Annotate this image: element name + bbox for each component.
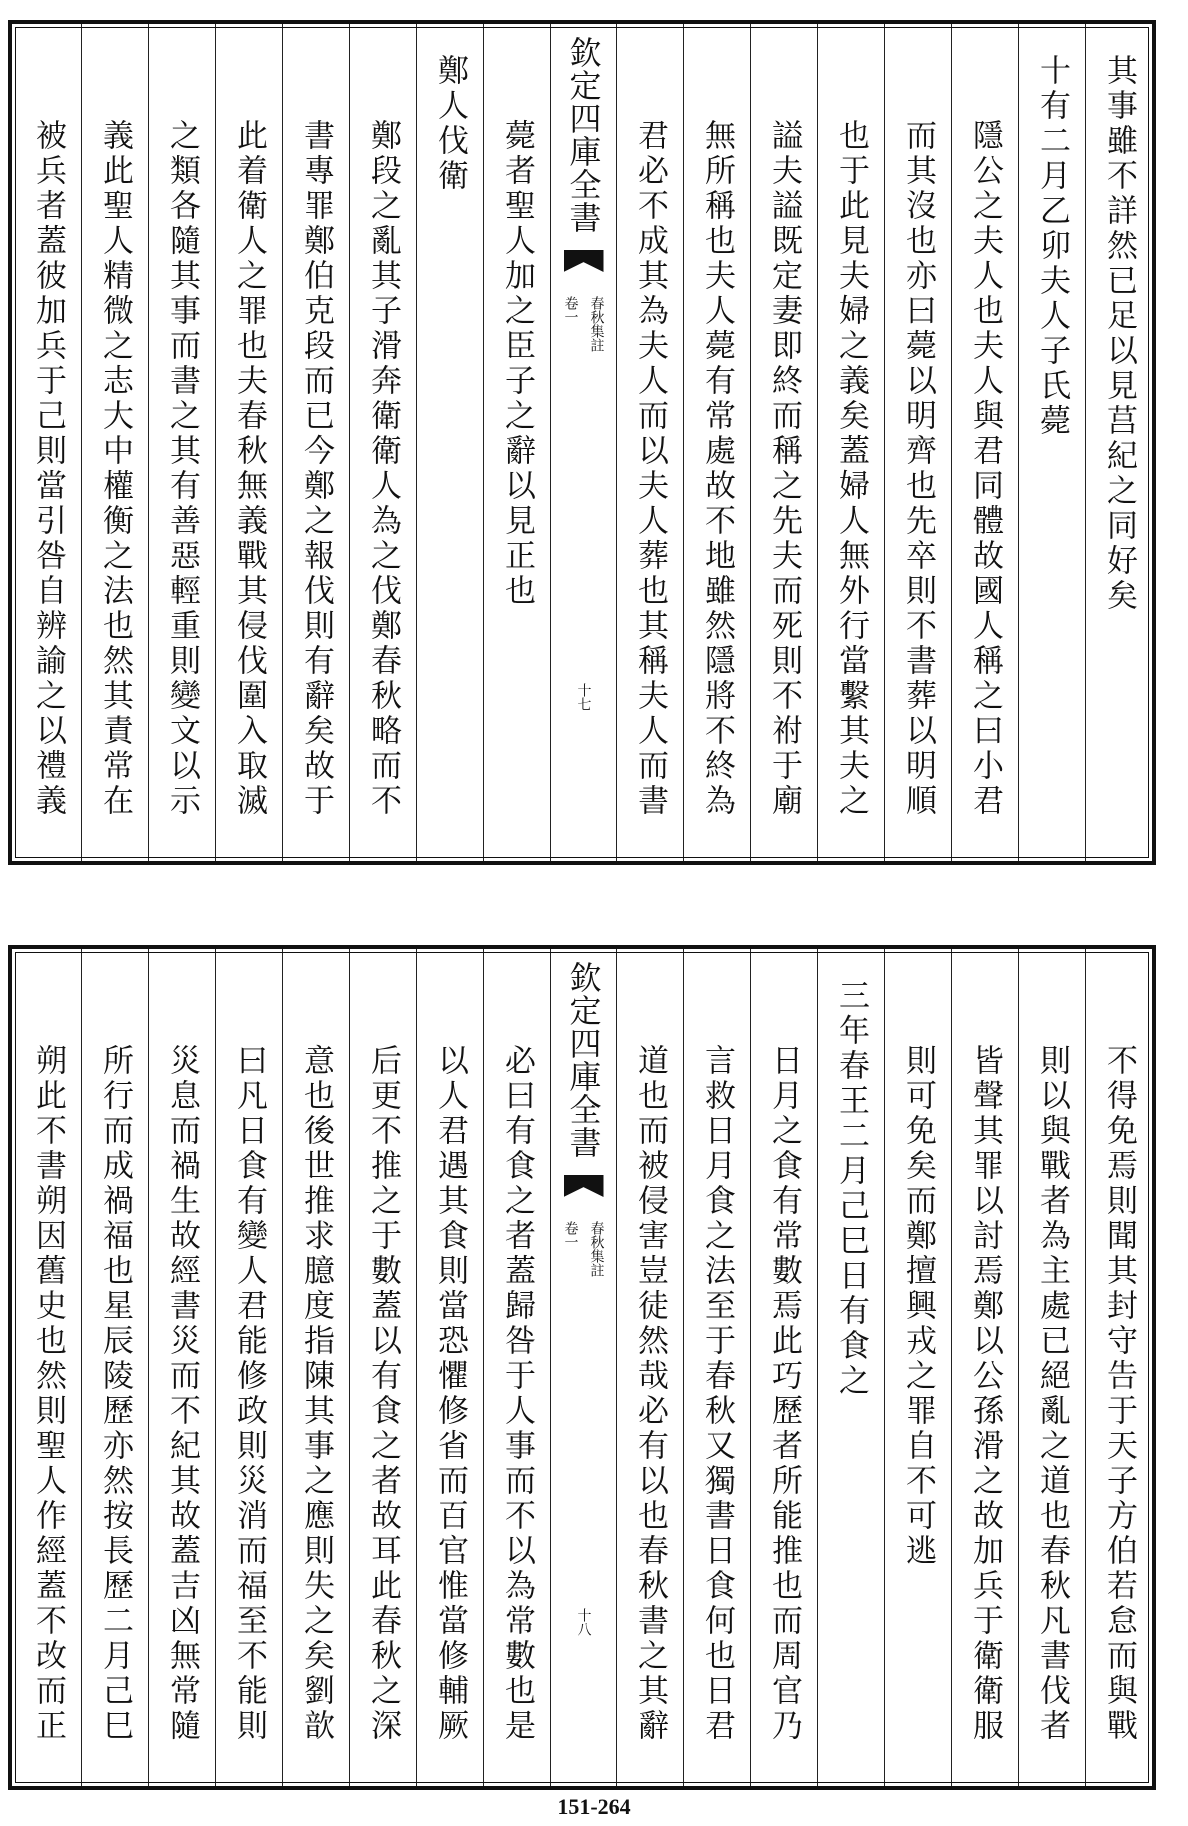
fish-tail-icon — [564, 1175, 604, 1197]
text-column: 道也而被侵害豈徒然哉必有以也春秋書之其辭 — [616, 949, 683, 1786]
text-column: 三年春王二月己巳日有食之 — [817, 949, 884, 1786]
text-column: 所行而成禍福也星辰陵歷亦然按長歷二月己巳 — [81, 949, 148, 1786]
text-column: 書專罪鄭伯克段而已今鄭之報伐則有辭矣故于 — [282, 24, 349, 861]
text-column: 此着衛人之罪也夫春秋無義戰其侵伐圍入取滅 — [215, 24, 282, 861]
folio-number: 十八 — [575, 1608, 592, 1636]
text-column: 其事雖不詳然已足以見莒紀之同好矣 — [1085, 24, 1152, 861]
text-column: 則以與戰者為主處已絕亂之道也春秋凡書伐者 — [1018, 949, 1085, 1786]
text-column: 不得免焉則聞其封守告于天子方伯若怠而與戰 — [1085, 949, 1152, 1786]
library-label: 欽定四庫全書 — [564, 36, 603, 234]
center-margin — [550, 949, 616, 1786]
text-column: 君必不成其為夫人而以夫人葬也其稱夫人而書 — [616, 24, 683, 861]
text-column: 必曰有食之者蓋歸咎于人事而不以為常數也是 — [483, 949, 550, 1786]
library-label: 欽定四庫全書 — [564, 961, 603, 1159]
folio-number: 十七 — [575, 683, 592, 711]
text-column: 而其沒也亦曰薨以明齊也先卒則不書葬以明順 — [884, 24, 951, 861]
text-column: 之類各隨其事而書之其有善惡輕重則變文以示 — [148, 24, 215, 861]
text-column: 十有二月乙卯夫人子氏薨 — [1018, 24, 1085, 861]
center-margin — [550, 24, 616, 861]
text-column: 皆聲其罪以討焉鄭以公孫滑之故加兵于衛衛服 — [951, 949, 1018, 1786]
bottom-page — [8, 945, 1156, 1790]
text-column: 謚夫謚既定妻即終而稱之先夫而死則不祔于廟 — [750, 24, 817, 861]
text-column: 朔此不書朔因舊史也然則聖人作經蓋不改而正 — [30, 1044, 66, 1744]
text-column: 意也後世推求臆度指陳其事之應則失之矣劉歆 — [282, 949, 349, 1786]
text-column: 后更不推之于數蓋以有食之者故耳此春秋之深 — [349, 949, 416, 1786]
text-column: 鄭人伐衛 — [416, 24, 483, 861]
text-column: 無所稱也夫人薨有常處故不地雖然隱將不終為 — [683, 24, 750, 861]
text-column: 薨者聖人加之臣子之辭以見正也 — [483, 24, 550, 861]
page-number: 151-264 — [557, 1794, 631, 1819]
text-column: 日月之食有常數焉此巧歷者所能推也而周官乃 — [750, 949, 817, 1786]
text-column: 鄭段之亂其子滑奔衛衛人為之伐鄭春秋略而不 — [349, 24, 416, 861]
volume-label: 卷一 — [562, 296, 579, 324]
text-column: 以人君遇其食則當恐懼修省而百官惟當修輔厥 — [416, 949, 483, 1786]
text-column: 被兵者蓋彼加兵于己則當引咎自辨諭之以禮義 — [30, 119, 66, 819]
top-page — [8, 20, 1156, 865]
fish-tail-icon — [564, 250, 604, 272]
text-column: 災息而禍生故經書災而不紀其故蓋吉凶無常隨 — [148, 949, 215, 1786]
volume-label: 卷一 — [562, 1221, 579, 1249]
book-title: 春秋集註 — [588, 296, 605, 352]
book-title: 春秋集註 — [588, 1221, 605, 1277]
text-column: 義此聖人精微之志大中權衡之法也然其責常在 — [81, 24, 148, 861]
text-column: 則可免矣而鄭擅興戎之罪自不可逃 — [884, 949, 951, 1786]
text-column: 曰凡日食有變人君能修政則災消而福至不能則 — [215, 949, 282, 1786]
text-column: 隱公之夫人也夫人與君同體故國人稱之曰小君 — [951, 24, 1018, 861]
text-column: 也于此見夫婦之義矣蓋婦人無外行當繫其夫之 — [817, 24, 884, 861]
text-column: 言救日月食之法至于春秋又獨書日食何也日君 — [683, 949, 750, 1786]
